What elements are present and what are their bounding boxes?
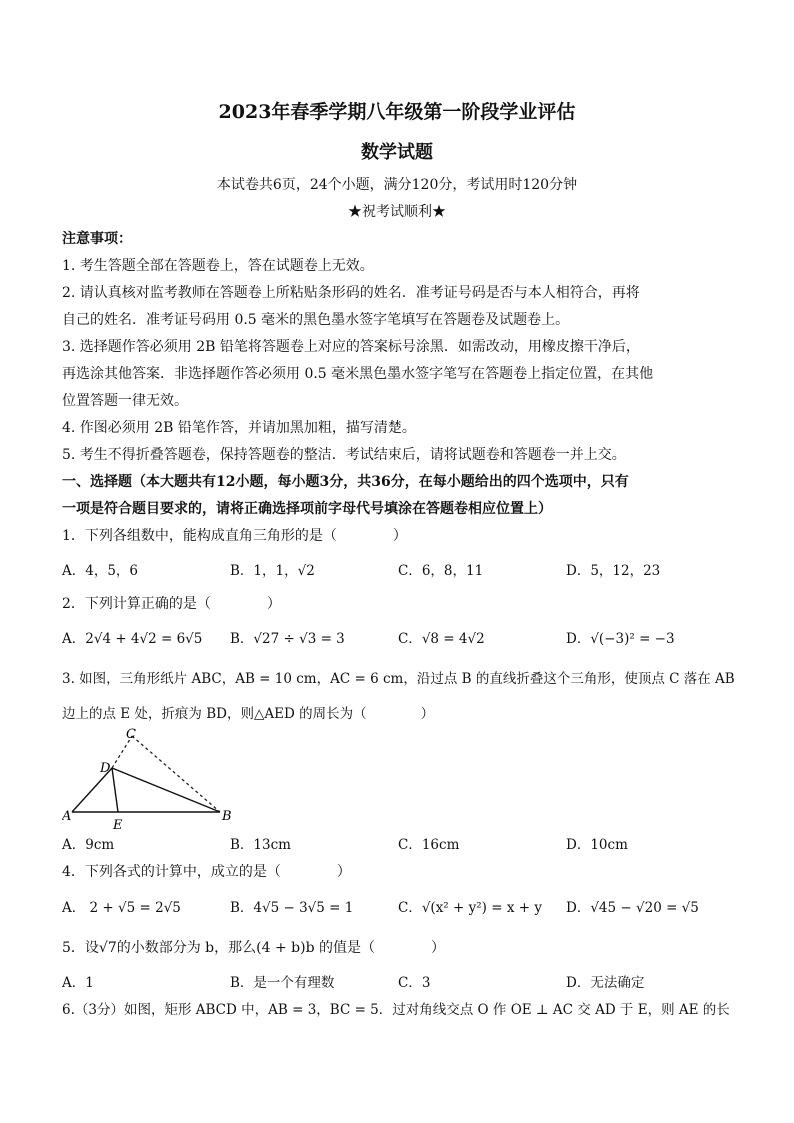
notice-line: 5. 考生不得折叠答题卷，保持答题卷的整洁．考试结束后，请将试题卷和答题卷一并上交。: [62, 447, 626, 463]
notice-heading: 注意事项：: [62, 231, 132, 247]
segment-de: [112, 768, 118, 812]
question-5-stem: 5．设√7的小数部分为 b，那么(4 + b)b 的值是（ ）: [62, 940, 445, 956]
question-4-options: [62, 898, 742, 918]
option-c: C．√(x² + y²) = x + y: [398, 900, 542, 916]
section-heading: 一、选择题（本大题共有12小题，每小题3分，共36分，在每小题给出的四个选项中，只有: [62, 474, 629, 490]
option-b: B．4√5 − 3√5 = 1: [230, 900, 354, 916]
fold-bd: [112, 768, 220, 812]
question-1-options: [62, 561, 742, 581]
question-4-stem: 4．下列各式的计算中，成立的是（ ）: [62, 864, 351, 880]
notice-line: 位置答题一律无效。: [62, 393, 188, 409]
option-c: C．√8 = 4√2: [398, 631, 485, 647]
label-a: A: [62, 809, 72, 824]
notice-line: 再选涂其他答案．非选择题作答必须用 0.5 毫米黑色墨水签字笔写在答题卷上指定位置，在其他: [62, 366, 654, 382]
option-c: C．6，8，11: [398, 563, 484, 579]
exam-title: 2023年春季学期八年级第一阶段学业评估: [218, 101, 576, 123]
notice-line: 3. 选择题作答必须用 2B 铅笔将答题卷上对应的答案标号涂黑．如需改动，用橡皮擦干净后，: [62, 339, 640, 355]
exam-wish: ★祝考试顺利★: [348, 204, 446, 220]
option-a: A．9cm: [62, 837, 115, 853]
option-d: D．5，12，23: [566, 563, 661, 579]
option-d: D．10cm: [566, 837, 628, 853]
question-6-stem: 6.（3分）如图，矩形 ABCD 中，AB = 3，BC = 5．过对角线交点 O 作 OE ⊥ AC 交 AD 于 E，则 AE 的长: [62, 1002, 730, 1018]
label-e: E: [113, 818, 123, 832]
option-a: A． 2 + √5 = 2√5: [62, 900, 181, 916]
notice-line: 2. 请认真核对监考教师在答题卷上所粘贴条形码的姓名．准考证号码是否与本人相符合，再将: [62, 285, 640, 301]
question-3-stem-cont: 边上的点 E 处，折痕为 BD，则△AED 的周长为（ ）: [62, 706, 435, 722]
option-a: A．4，5，6: [62, 563, 139, 579]
option-c: C．3: [398, 975, 431, 991]
option-a: A．1: [62, 975, 94, 991]
triangle-figure: [62, 728, 242, 832]
option-b: B．13cm: [230, 837, 291, 853]
question-2-options: [62, 629, 742, 649]
question-3-stem: 3. 如图，三角形纸片 ABC，AB = 10 cm，AC = 6 cm，沿过点 B 的直线折叠这个三角形，使顶点 C 落在 AB: [62, 671, 735, 687]
notice-line: 1. 考生答题全部在答题卷上，答在试题卷上无效。: [62, 258, 374, 274]
option-b: B．是一个有理数: [230, 975, 335, 991]
option-c: C．16cm: [398, 837, 460, 853]
section-heading-cont: 一项是符合题目要求的，请将正确选择项前字母代号填涂在答题卷相应位置上）: [62, 501, 552, 517]
question-3-options: [62, 835, 742, 855]
dashed-cb: [132, 736, 220, 812]
question-5-options: [62, 973, 742, 993]
exam-subject: 数学试题: [361, 142, 433, 163]
exam-info: 本试卷共6页，24个小题，满分120分，考试用时120分钟: [216, 177, 578, 193]
label-d: D: [100, 761, 111, 776]
option-d: D．√(−3)² = −3: [566, 631, 675, 647]
label-b: B: [222, 809, 232, 824]
option-a: A．2√4 + 4√2 = 6√5: [62, 631, 203, 647]
question-2-stem: 2．下列计算正确的是（ ）: [62, 596, 281, 612]
option-b: B．1，1，√2: [230, 563, 315, 579]
option-b: B．√27 ÷ √3 = 3: [230, 631, 345, 647]
notice-line: 4. 作图必须用 2B 铅笔作答，并请加黑加粗，描写清楚。: [62, 420, 416, 436]
option-d: D．无法确定: [566, 975, 645, 991]
option-d: D．√45 − √20 = √5: [566, 900, 699, 916]
label-c: C: [126, 728, 136, 742]
notice-line: 自己的姓名．准考证号码用 0.5 毫米的黑色墨水签字笔填写在答题卷及试题卷上。: [62, 312, 570, 328]
question-1-stem: 1．下列各组数中，能构成直角三角形的是（ ）: [62, 528, 407, 544]
